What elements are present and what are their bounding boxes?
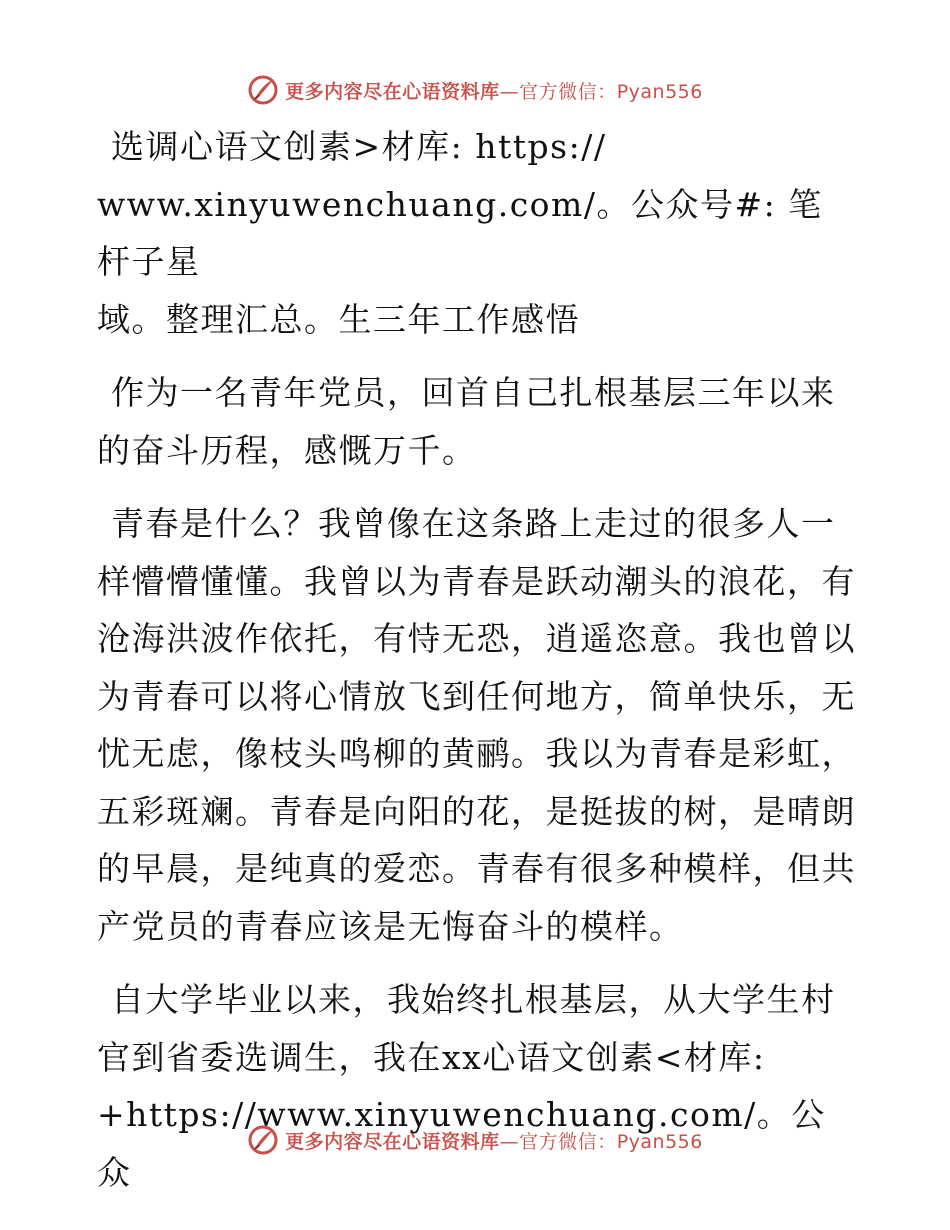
- paragraph-1: 选调心语文创素>材库: https:// www.xinyuwenchuang.com/。公众号#: 笔杆子星 域。整理汇总。生三年工作感悟: [97, 127, 823, 339]
- footer-banner-main: 更多内容尽在心语资料库: [285, 1130, 500, 1153]
- quill-logo-icon: [247, 1124, 279, 1156]
- footer-banner-sep: —: [499, 1130, 520, 1153]
- footer-banner-text: [285, 1127, 703, 1154]
- footer-banner: [0, 1120, 950, 1160]
- quill-logo-icon: [247, 74, 279, 106]
- header-banner-main: 更多内容尽在心语资料库: [285, 80, 500, 103]
- header-banner-wechat: 官方微信：: [519, 80, 617, 103]
- paragraph-4: 自大学毕业以来，我始终扎根基层，从大学生村 官到省委选调生，我在xx心语文创素<材库: +https://www.xinyuwenchuang.com/。公众: [97, 980, 836, 1192]
- header-banner: [0, 70, 950, 110]
- header-banner-sep: —: [499, 80, 520, 103]
- header-banner-id: Pyan556: [616, 80, 703, 103]
- footer-banner-wechat: 官方微信：: [519, 1130, 617, 1153]
- document-body: [97, 118, 857, 1217]
- header-banner-text: [285, 77, 703, 104]
- footer-banner-id: Pyan556: [616, 1130, 703, 1153]
- paragraph-3: 青春是什么？我曾像在这条路上走过的很多人一 样懵懵懂懂。我曾以为青春是跃动潮头的浪花，有 沧海洪波作依托，有恃无恐，逍遥恣意。我也曾以 为青春可以将心情放飞到任何地方，简单快乐，无 忧无虑，像枝头鸣柳的黄鹂。我以为青春是彩虹， 五彩斑斓。青春是向阳的花，是挺拔的树，是晴朗 的早晨，是纯真的爱恋。青春有很多种模样，但共 产党员的青春应该是无悔奋斗的模样。: [97, 504, 856, 946]
- paragraph-2: 作为一名青年党员，回首自己扎根基层三年以来 的奋斗历程，感慨万千。: [97, 373, 836, 470]
